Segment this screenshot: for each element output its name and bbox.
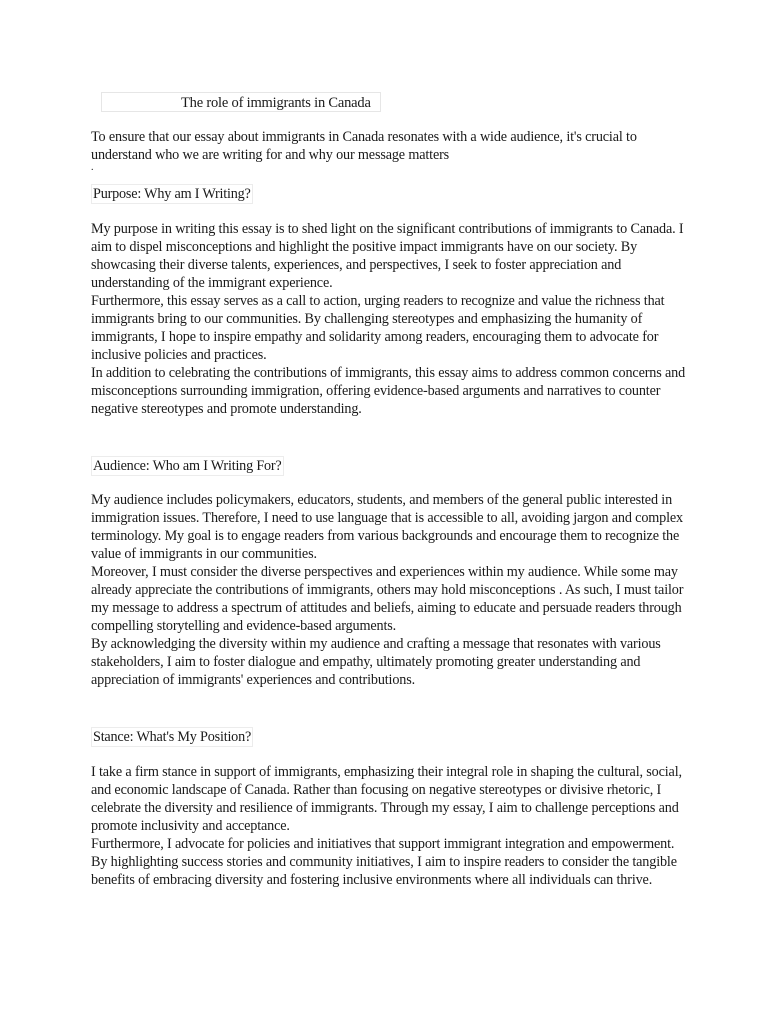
- paragraph: Furthermore, this essay serves as a call to action, urging readers to recognize and value the richness that immigrants bring to our communities. By challenging stereotypes and emphasizing the humanity of immigrants, I hope to inspire empathy and solidarity among readers, encouraging them to advocate for inclusive policies and practices.: [91, 293, 665, 363]
- section-body-stance: [91, 763, 687, 889]
- intro-dot: .: [91, 162, 94, 173]
- paragraph: I take a firm stance in support of immigrants, emphasizing their integral role in shaping the cultural, social, and economic landscape of Canada. Rather than focusing on negative stereotypes or divisive rhetoric, I celebrate the diversity and resilience of immigrants. Through my essay, I aim to challenge perceptions and promote inclusivity and acceptance.: [91, 764, 682, 834]
- paragraph: My audience includes policymakers, educators, students, and members of the general public interested in immigration issues. Therefore, I need to use language that is accessible to all, avoiding jargon and complex terminology. My goal is to engage readers from various backgrounds and encourage them to recognize the value of immigrants in our communities.: [91, 492, 683, 562]
- paragraph: Moreover, I must consider the diverse perspectives and experiences within my audience. While some may already appreciate the contributions of immigrants, others may hold misconceptions . As such, I must tailor my message to address a spectrum of attitudes and beliefs, aiming to educate and persuade readers through compelling storytelling and evidence-based arguments.: [91, 564, 684, 634]
- section-body-purpose: [91, 220, 687, 418]
- paragraph: Furthermore, I advocate for policies and initiatives that support immigrant integration and empowerment. By highlighting success stories and community initiatives, I aim to inspire readers to consider the tangible benefits of embracing diversity and fostering inclusive environments where all individuals can thrive.: [91, 836, 677, 888]
- section-body-audience: [91, 491, 687, 689]
- paragraph: My purpose in writing this essay is to shed light on the significant contributions of immigrants to Canada. I aim to dispel misconceptions and highlight the positive impact immigrants have on our society. By showcasing their diverse talents, experiences, and perspectives, I seek to foster appreciation and understanding of the immigrant experience.: [91, 221, 684, 291]
- section-heading-audience: Audience: Who am I Writing For?: [93, 458, 282, 474]
- section-heading-stance: Stance: What's My Position?: [93, 729, 252, 745]
- paragraph: In addition to celebrating the contributions of immigrants, this essay aims to address common concerns and misconceptions surrounding immigration, offering evidence-based arguments and narratives to counter negative stereotypes and promote understanding.: [91, 365, 686, 417]
- intro-paragraph: [91, 128, 687, 164]
- paragraph: By acknowledging the diversity within my audience and crafting a message that resonates with various stakeholders, I aim to foster dialogue and empathy, ultimately promoting greater understanding and appreciation of immigrants' experiences and contributions.: [91, 636, 661, 688]
- intro-text: To ensure that our essay about immigrants in Canada resonates with a wide audience, it's crucial to understand who we are writing for and why our message matters: [91, 129, 637, 163]
- section-heading-purpose: Purpose: Why am I Writing?: [93, 186, 251, 202]
- document-title: The role of immigrants in Canada: [181, 95, 371, 111]
